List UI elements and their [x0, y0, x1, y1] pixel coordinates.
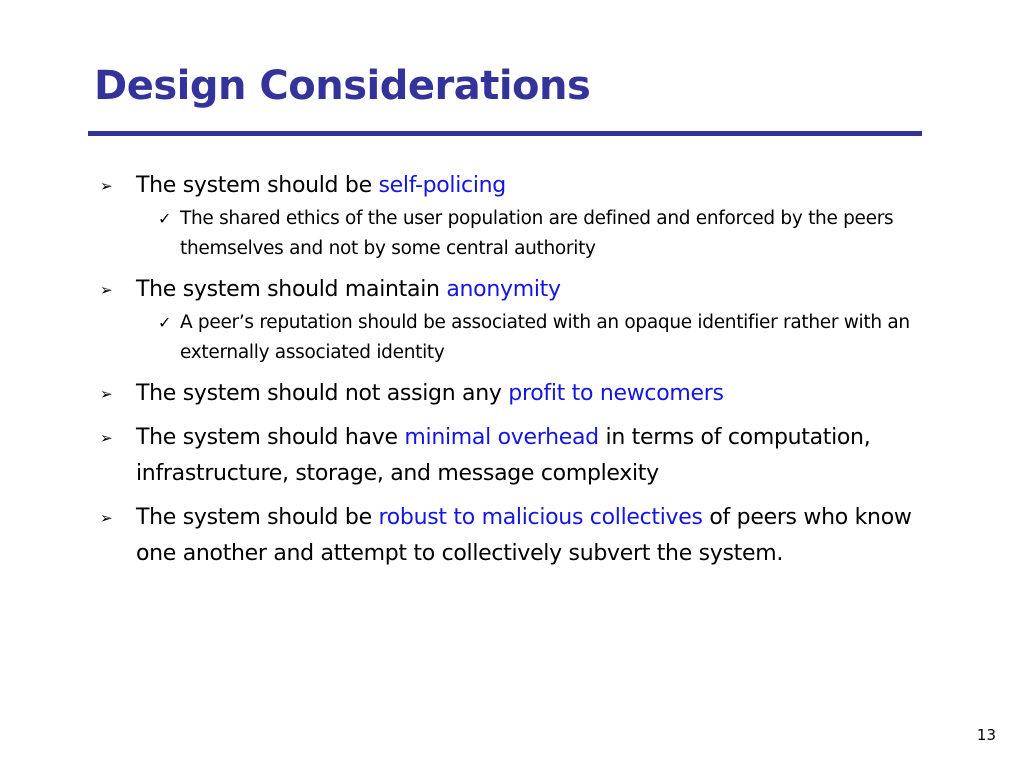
bullet-text [136, 500, 930, 572]
bullet-list [100, 168, 930, 580]
bullet-item [100, 168, 930, 264]
sub-bullet-text: The shared ethics of the user population are defined and enforced by the peers themselves and not by some central authority [180, 208, 894, 259]
bullet-text [136, 272, 930, 308]
bullet-text-plain: The system should not assign any [136, 381, 509, 406]
bullet-item [100, 272, 930, 368]
checkmark-icon: ✓ [158, 209, 172, 228]
bullet-text-plain: The system should maintain [136, 277, 447, 302]
sub-bullet-list [136, 204, 930, 264]
bullet-text-plain: The system should be [136, 505, 379, 530]
bullet-item [100, 500, 930, 572]
bullet-item [100, 420, 930, 492]
bullet-text [136, 168, 930, 204]
bullet-text-plain: of peers who know one another and attempt to collectively subvert the system. [136, 505, 912, 566]
bullet-text-plain: The system should have [136, 425, 405, 450]
sub-bullet-item [136, 308, 930, 368]
bullet-text-plain: The system should be [136, 173, 379, 198]
bullet-highlight: anonymity [446, 277, 561, 302]
page-number: 13 [976, 726, 996, 744]
bullet-highlight: profit to newcomers [508, 381, 724, 406]
arrow-bullet-icon: ➢ [100, 281, 113, 299]
bullet-highlight: self-policing [378, 173, 506, 198]
arrow-bullet-icon: ➢ [100, 509, 113, 527]
slide-title: Design Considerations [94, 63, 591, 109]
bullet-text [136, 420, 930, 492]
bullet-highlight: robust to malicious collectives [378, 505, 703, 530]
title-divider [88, 131, 922, 136]
sub-bullet-list [136, 308, 930, 368]
sub-bullet-text: A peer’s reputation should be associated with an opaque identifier rather with an externally associated identity [180, 312, 910, 363]
arrow-bullet-icon: ➢ [100, 385, 113, 403]
bullet-highlight: minimal overhead [404, 425, 599, 450]
bullet-item [100, 376, 930, 412]
bullet-text-plain: in terms of computation, infrastructure, storage, and message complexity [136, 425, 871, 486]
bullet-text [136, 376, 930, 412]
arrow-bullet-icon: ➢ [100, 429, 113, 447]
arrow-bullet-icon: ➢ [100, 177, 113, 195]
sub-bullet-item [136, 204, 930, 264]
checkmark-icon: ✓ [158, 313, 172, 332]
